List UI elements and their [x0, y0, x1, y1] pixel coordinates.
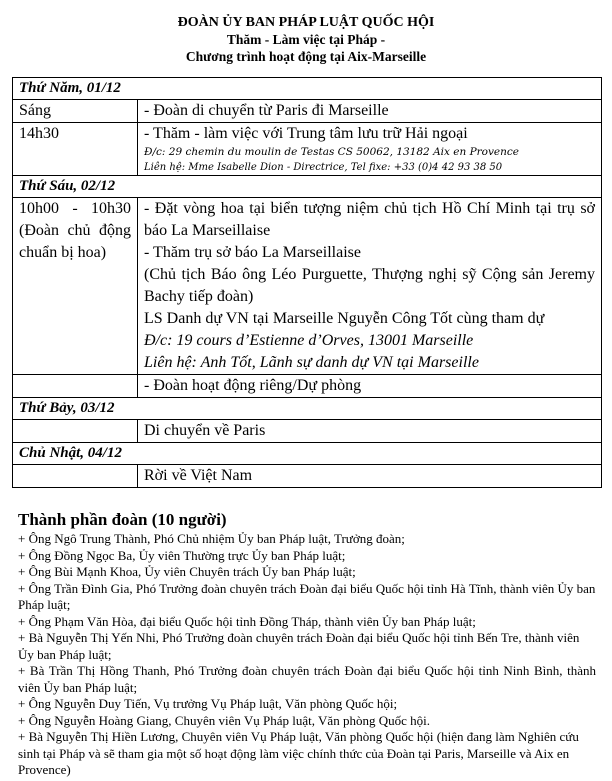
schedule-row: [13, 123, 602, 176]
activity-line: LS Danh dự VN tại Marseille Nguyễn Công Tốt cùng tham dự: [144, 310, 545, 327]
activity-cell: [138, 123, 602, 176]
header-subtitle: Thăm - Làm việc tại Pháp -: [226, 32, 386, 47]
schedule-row: [13, 420, 602, 443]
members-title: Thành phần đoàn (10 người): [18, 510, 227, 529]
activity-cell: [138, 100, 602, 123]
activity-cell: [138, 375, 602, 398]
activity-line: - Đoàn hoạt động riêng/Dự phòng: [144, 377, 362, 394]
schedule-row: [13, 100, 602, 123]
member-item: + Bà Trần Thị Hồng Thanh, Phó Trưởng đoàn chuyên trách Đoàn đại biểu Quốc hội tỉnh Ninh Bình, thành viên Ủy ban Pháp luật;: [18, 663, 596, 695]
member-item: + Bà Nguyễn Thị Yến Nhi, Phó Trưởng đoàn chuyên trách Đoàn đại biểu Quốc hội tỉnh Bến Tre, thành viên Ủy ban Pháp luật;: [18, 630, 580, 662]
address-line: Đ/c: 19 cours d’Estienne d’Orves, 13001 Marseille: [144, 332, 474, 349]
member-item: + Ông Trần Đình Gia, Phó Trưởng đoàn chuyên trách Đoàn đại biểu Quốc hội tỉnh Hà Tĩnh, thành viên Ủy ban Pháp luật;: [18, 580, 596, 612]
member-item: + Ông Nguyễn Duy Tiến, Vụ trưởng Vụ Pháp luật, Văn phòng Quốc hội;: [18, 696, 398, 711]
day-label: Thứ Bảy, 03/12: [13, 398, 602, 420]
activity-line: Rời về Việt Nam: [144, 467, 253, 484]
schedule-table: [12, 77, 602, 488]
activity-line: (Chủ tịch Báo ông Léo Purguette, Thượng nghị sỹ Cộng sản Jeremy Bachy tiếp đoàn): [144, 266, 595, 305]
member-item: + Bà Nguyễn Thị Hiền Lương, Chuyên viên Vụ Pháp luật, Văn phòng Quốc hội (hiện đang làm Nghiên cứu sinh tại Pháp và sẽ tham gia một số hoạt động làm việc chính thức của Đoàn tại Paris, Marseille và Aix en Provence): [18, 729, 579, 777]
address-line: Đ/c: 29 chemin du moulin de Testas CS 50062, 13182 Aix en Provence: [144, 146, 519, 158]
member-item: + Ông Ngô Trung Thành, Phó Chủ nhiệm Ủy ban Pháp luật, Trưởng đoàn;: [18, 531, 405, 546]
delegation-members: [18, 509, 596, 779]
schedule-row: [13, 375, 602, 398]
member-item: + Ông Bùi Mạnh Khoa, Ủy viên Chuyên trách Ủy ban Pháp luật;: [18, 564, 356, 579]
schedule-row: [13, 465, 602, 488]
time-cell: [13, 420, 138, 443]
contact-line: Liên hệ: Mme Isabelle Dion - Directrice, Tel fixe: +33 (0)4 42 93 38 50: [144, 162, 503, 173]
member-item: + Ông Phạm Văn Hòa, đại biểu Quốc hội tỉnh Đồng Tháp, thành viên Ủy ban Pháp luật;: [18, 613, 476, 629]
activity-cell: [138, 465, 602, 488]
member-item: + Ông Đồng Ngọc Ba, Ủy viên Thường trực Ủy ban Pháp luật;: [18, 547, 346, 563]
day-label: Chủ Nhật, 04/12: [13, 443, 602, 465]
day-row: [13, 443, 602, 465]
time-cell: [13, 465, 138, 488]
time-cell: Sáng: [13, 100, 138, 123]
activity-line: - Đặt vòng hoa tại biển tượng niệm chủ tịch Hồ Chí Minh tại trụ sở báo La Marseillaise: [144, 200, 595, 239]
activity-line: - Thăm - làm việc với Trung tâm lưu trữ Hải ngoại: [144, 125, 468, 142]
activity-line: - Đoàn di chuyển từ Paris đi Marseille: [144, 102, 389, 119]
document-header: [0, 14, 612, 65]
time-cell: 14h30: [13, 123, 138, 176]
activity-cell: [138, 420, 602, 443]
contact-line: Liên hệ: Anh Tốt, Lãnh sự danh dự VN tại Marseille: [144, 354, 479, 371]
time-cell: 10h00 - 10h30 (Đoàn chủ động chuẩn bị hoa): [13, 198, 138, 375]
activity-cell: [138, 198, 602, 375]
activity-line: - Thăm trụ sở báo La Marseillaise: [144, 244, 361, 261]
schedule-row: [13, 198, 602, 375]
day-row: [13, 398, 602, 420]
day-row: [13, 176, 602, 198]
header-program: Chương trình hoạt động tại Aix-Marseille: [185, 49, 427, 64]
activity-line: Di chuyển về Paris: [144, 422, 266, 439]
day-label: Thứ Sáu, 02/12: [13, 176, 602, 198]
day-label: Thứ Năm, 01/12: [13, 78, 602, 100]
header-title: ĐOÀN ỦY BAN PHÁP LUẬT QUỐC HỘI: [177, 15, 435, 30]
time-cell: [13, 375, 138, 398]
member-item: + Ông Nguyễn Hoàng Giang, Chuyên viên Vụ Pháp luật, Văn phòng Quốc hội.: [18, 712, 430, 728]
day-row: [13, 78, 602, 100]
